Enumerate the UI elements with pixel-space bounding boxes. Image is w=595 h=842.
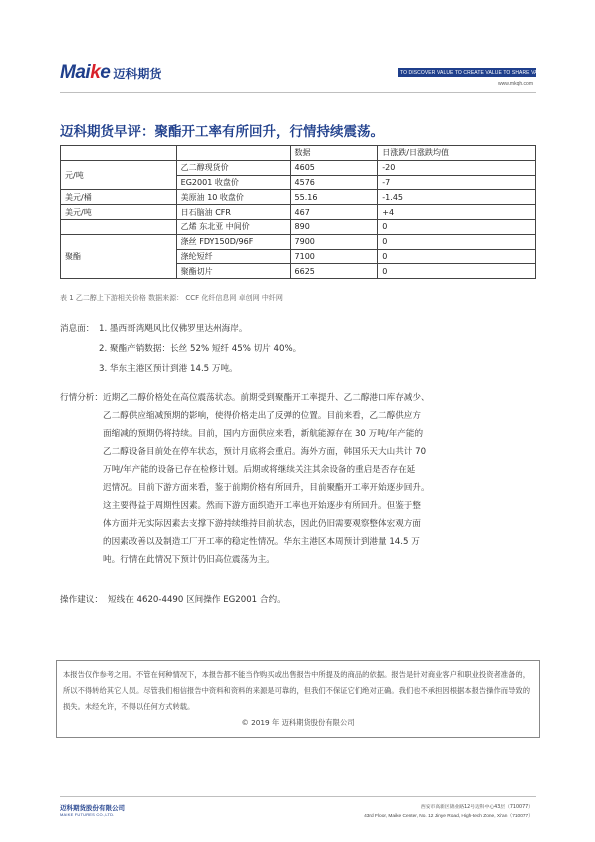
- table-cell-value: 4605: [290, 160, 378, 175]
- table-header: [176, 146, 290, 161]
- table-cell-unit: 聚酯: [61, 234, 177, 278]
- table-cell-item: 日石脑油 CFR: [176, 205, 290, 220]
- advice-text: 短线在 4620-4490 区间操作 EG2001 合约。: [108, 595, 286, 605]
- disclaimer-box: [56, 660, 540, 738]
- copyright: © 2019 年 迈科期货股份有限公司: [241, 718, 355, 727]
- analysis-line: 万吨/年产能的设备已存在检修计划。后期或将继续关注其余设备的重启是否存在延: [103, 465, 416, 475]
- table-cell-item: 美原油 10 收盘价: [176, 190, 290, 205]
- table-cell-item: 聚酯切片: [176, 264, 290, 279]
- table-cell-item: EG2001 收盘价: [176, 175, 290, 190]
- table-cell-value: 6625: [290, 264, 378, 279]
- table-cell-change: 0: [378, 249, 536, 264]
- analysis-line: 乙二醇设备目前处在停车状态，预计月底将会重启。海外方面，韩国乐天大山共计 70: [103, 447, 427, 457]
- analysis-line: 体方面并无实际因素去支撑下游持续维持目前状态，因此仍旧需要观察整体宏观方面: [103, 519, 421, 529]
- footer-divider: [60, 796, 536, 797]
- table-row: [61, 234, 536, 249]
- news-item: 2. 聚酯产销数据：长丝 52% 短纤 45% 切片 40%。: [99, 344, 302, 354]
- website-url: www.mkqh.com: [497, 81, 533, 87]
- table-cell-value: 467: [290, 205, 378, 220]
- table-cell-unit: 美元/桶: [61, 190, 177, 205]
- table-row: [61, 190, 536, 205]
- table-cell-change: -1.45: [378, 190, 536, 205]
- analysis-line: 面缩减的预期仍将持续。目前，国内方面供应来看，新航能源存在 30 万吨/年产能的: [103, 429, 424, 439]
- report-title: 迈科期货早评：聚酯开工率有所回升，行情持续震荡。: [60, 124, 384, 140]
- table-cell-change: -7: [378, 175, 536, 190]
- table-header: [61, 146, 177, 161]
- table-cell-item: 涤纶短纤: [176, 249, 290, 264]
- table-cell-unit: 美元/吨: [61, 205, 177, 220]
- logo-chinese-name: 迈科期货: [113, 66, 162, 81]
- table-cell-value: 890: [290, 219, 378, 234]
- table-header: 日涨跌/日涨跌均值: [378, 146, 536, 161]
- header-divider: [60, 92, 536, 93]
- advice-label: 操作建议：: [60, 595, 103, 605]
- disclaimer-text: 本报告仅作参考之用。不管在何种情况下，本报告都不能当作购买或出售报告中所提及的商品的依据。报告是针对商业客户和职业投资者准备的，所以不得转给其它人员。尽管我们相信报告中资料和资料的来源是可靠的，但我们不保证它们绝对正确。我们也不承担因根据本报告操作而导致的损失。未经允许，不得以任何方式转载。: [63, 670, 530, 711]
- footer-address-en: 43rd Floor, Maike Center, No. 12 Jinye Road, High-tech Zone, Xi'an（710077）: [364, 814, 533, 819]
- disclaimer: [63, 667, 533, 731]
- table-cell-change: 0: [378, 234, 536, 249]
- table-cell-value: 4576: [290, 175, 378, 190]
- table-row: [61, 205, 536, 220]
- news-item: 1. 墨西哥湾飓风比仅佛罗里达州海岸。: [99, 324, 248, 334]
- table-cell-unit: 元/吨: [61, 160, 177, 190]
- footer-address: 西安市高新区锦业路12号迈科中心43层（710077）: [420, 805, 533, 810]
- news-label: 消息面：: [60, 324, 95, 334]
- analysis-line: 的因素改善以及制造工厂开工率的稳定性情况。华东主港区本周预计到港量 14.5 万: [103, 537, 420, 547]
- table-cell-item: 乙烯 东北亚 中间价: [176, 219, 290, 234]
- table-cell-change: -20: [378, 160, 536, 175]
- table-header-row: [61, 146, 536, 161]
- analysis-line: 吨。行情在此情况下预计仍旧高位震荡为主。: [103, 555, 275, 565]
- footer-company-name-en: MAIKE FUTURES CO.,LTD.: [60, 812, 115, 817]
- table-caption: 表 1 乙二醇上下游相关价格 数据来源： CCF 化纤信息网 卓创网 中纤网: [60, 294, 283, 302]
- analysis-line: 乙二醇供应缩减预期的影响，使得价格走出了反弹的位置。目前来看，乙二醇供应方: [103, 411, 421, 421]
- analysis-line: 这主要得益于周期性因素。然而下游方面织造开工率也开始逐步有所回升。但鉴于整: [103, 501, 421, 511]
- table-row: [61, 160, 536, 175]
- news-item: 3. 华东主港区预计到港 14.5 万吨。: [99, 364, 238, 374]
- table-row: [61, 219, 536, 234]
- table-cell-change: +4: [378, 205, 536, 220]
- analysis-line: 近期乙二醇价格处在高位震荡状态。前期受到聚酯开工率提升、乙二醇港口库存减少、: [103, 393, 430, 403]
- table-cell-value: 7100: [290, 249, 378, 264]
- footer-company-name: 迈科期货股份有限公司: [60, 804, 125, 812]
- page-header: [0, 0, 595, 100]
- table-cell-value: 55.16: [290, 190, 378, 205]
- price-table: [60, 145, 536, 279]
- table-header: 数据: [290, 146, 378, 161]
- analysis-line: 迟情况。目前下游方面来看，鉴于前期价格有所回升，目前聚酯开工率开始逐步回升。: [103, 483, 430, 493]
- analysis-label: 行情分析：: [60, 393, 103, 403]
- company-logo: [60, 62, 161, 84]
- table-cell-item: 涤丝 FDY150D/96F: [176, 234, 290, 249]
- table-cell-value: 7900: [290, 234, 378, 249]
- table-cell-change: 0: [378, 264, 536, 279]
- slogan: TO DISCOVER VALUE TO CREATE VALUE TO SHARE VALUE: [400, 69, 548, 76]
- table-cell-change: 0: [378, 219, 536, 234]
- logo-mark: Maike: [60, 62, 111, 83]
- table-cell-unit: [61, 219, 177, 234]
- table-cell-item: 乙二醇现货价: [176, 160, 290, 175]
